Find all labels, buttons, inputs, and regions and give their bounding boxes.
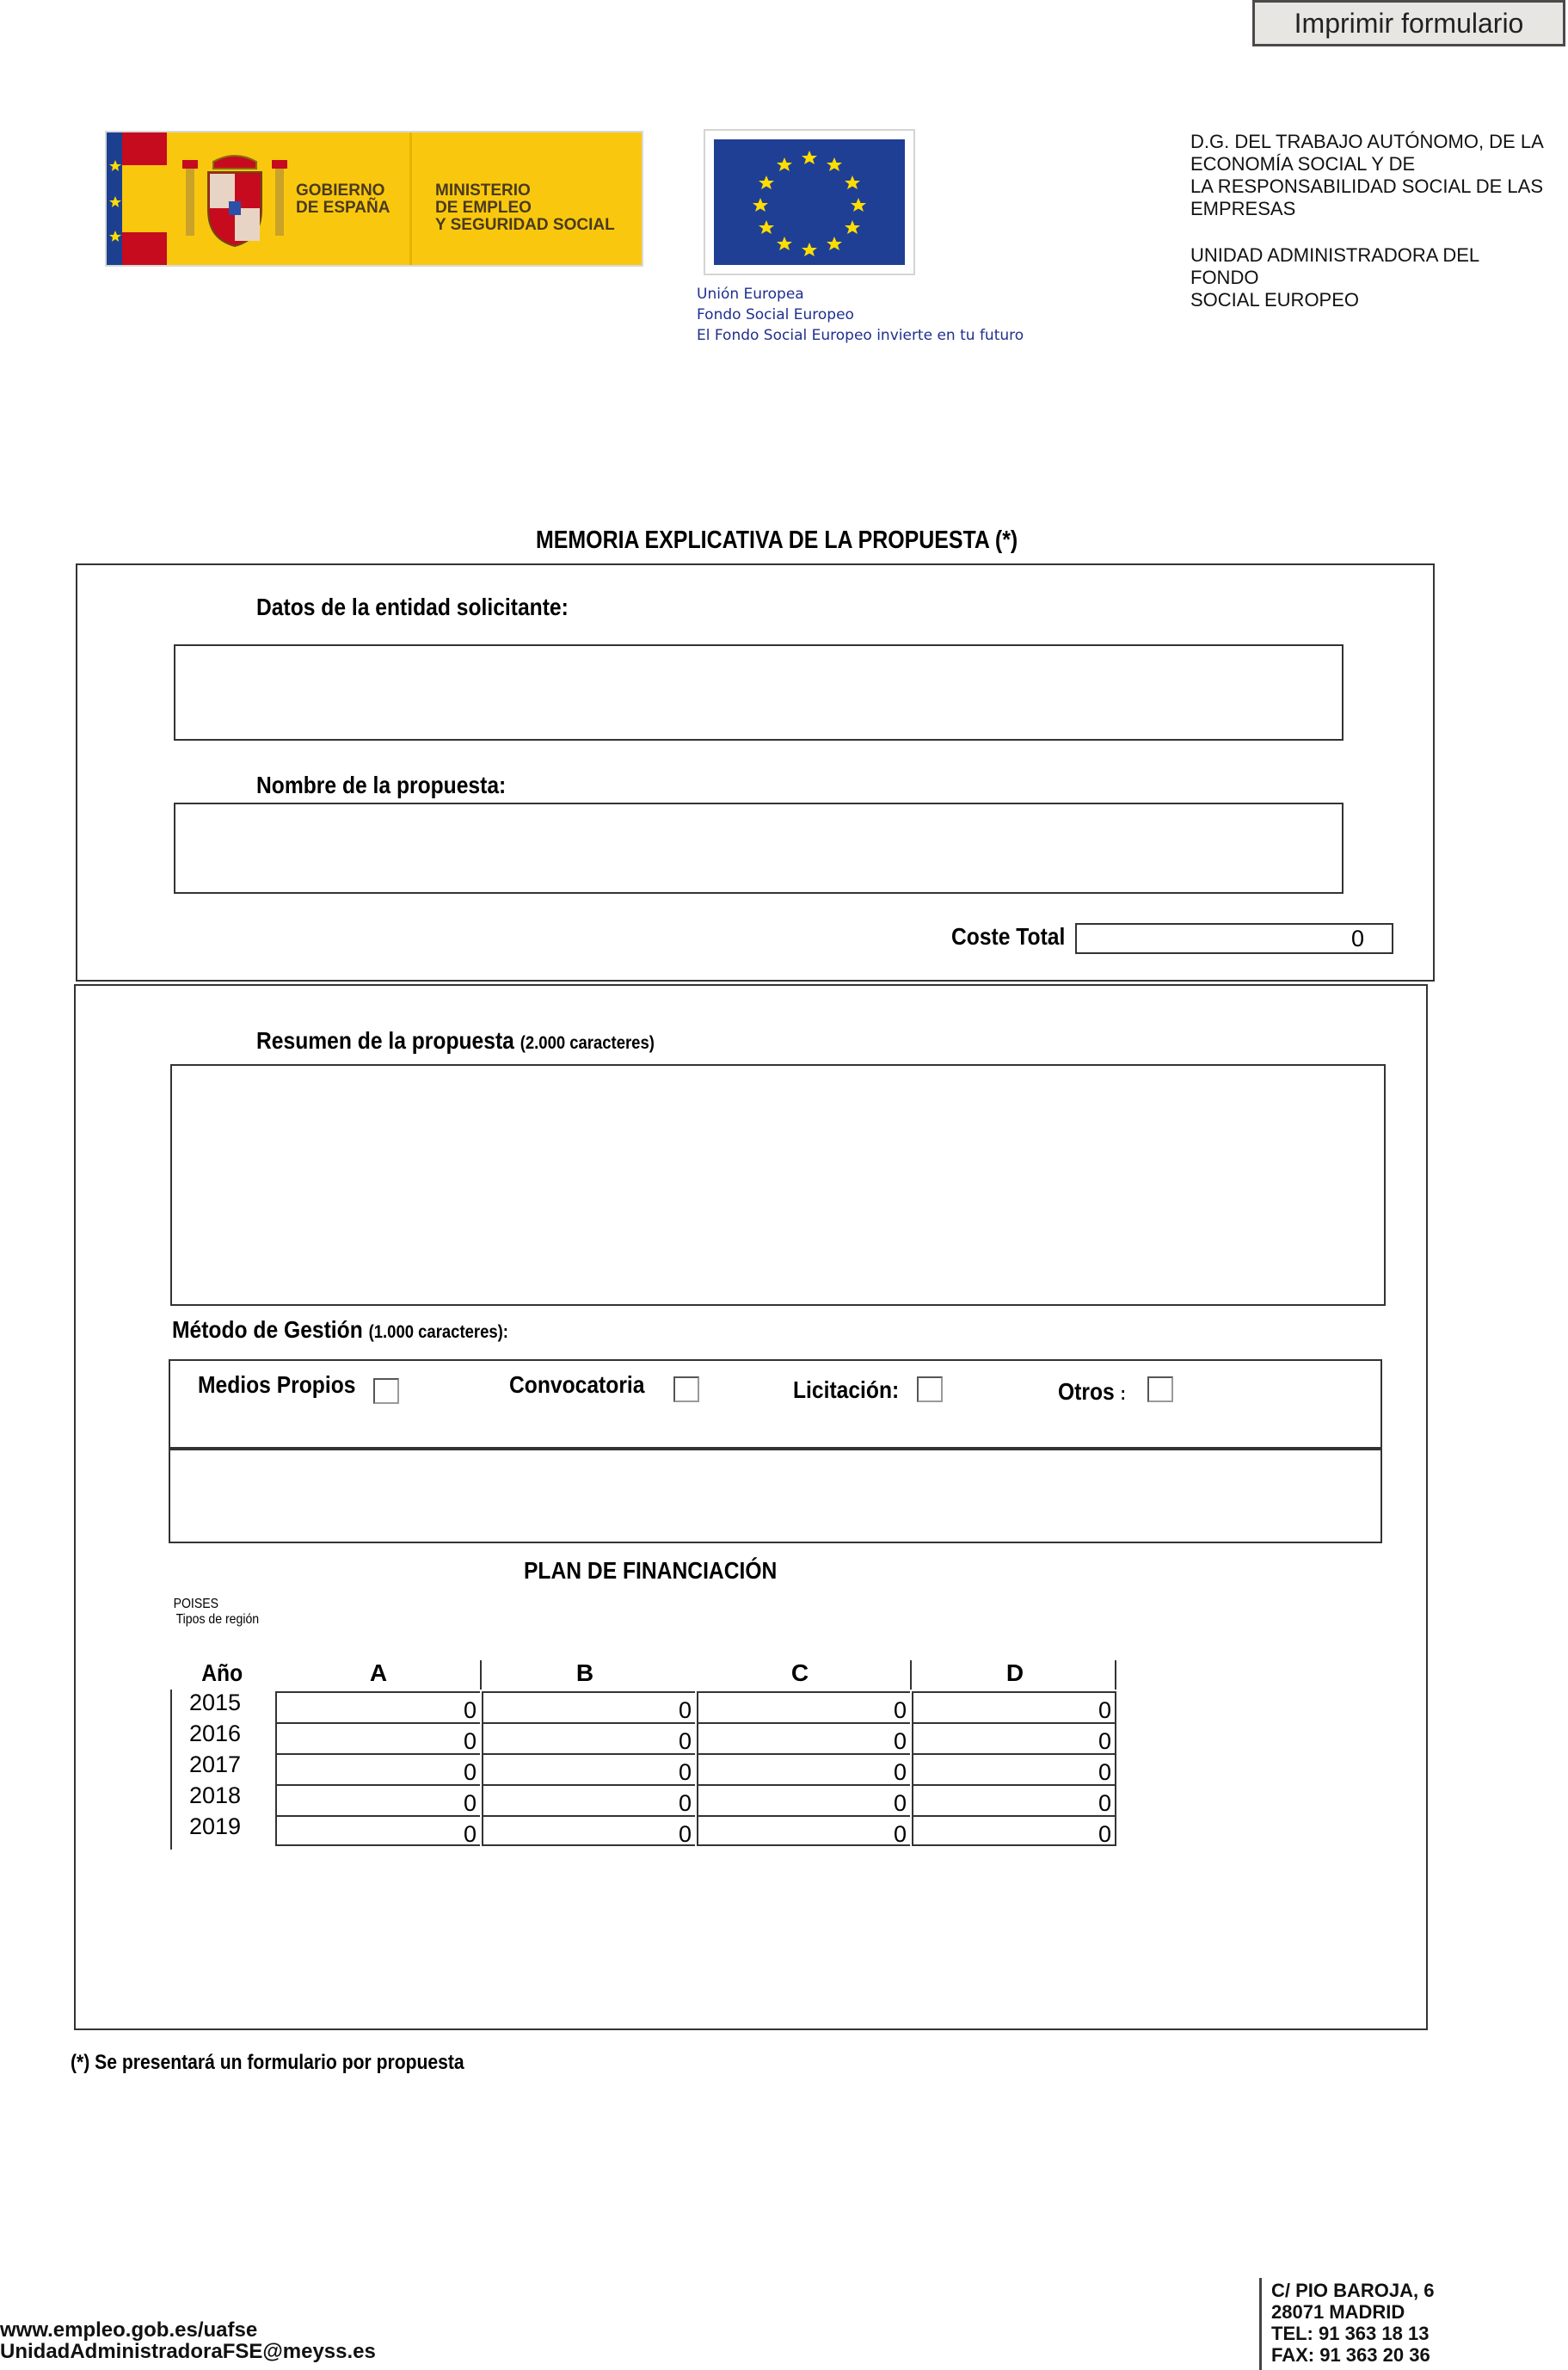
- footer-contact-web: [0, 2319, 376, 2362]
- financing-amount-input[interactable]: 0: [275, 1784, 480, 1815]
- spain-coat-of-arms-icon: [179, 150, 291, 251]
- financing-amount-input[interactable]: 0: [912, 1784, 1116, 1815]
- footer-website-link[interactable]: www.empleo.gob.es/uafse: [0, 2318, 258, 2342]
- summary-label: Resumen de la propuesta (2.000 caracteres): [256, 1027, 655, 1054]
- financing-amount-input[interactable]: 0: [482, 1691, 695, 1722]
- financing-year-cell: 2019: [189, 1813, 242, 1839]
- financing-amount-input[interactable]: 0: [697, 1784, 910, 1815]
- entity-label: Datos de la entidad solicitante:: [256, 594, 569, 620]
- footer-address: C/ PIO BAROJA, 6 28071 MADRID TEL: 91 363 18 13 FAX: 91 363 20 36: [1271, 2280, 1435, 2366]
- proposal-name-input[interactable]: [174, 803, 1344, 894]
- ue-stars-strip-icon: [108, 158, 122, 244]
- financing-amount-input[interactable]: 0: [275, 1815, 480, 1846]
- financing-amount-input[interactable]: 0: [482, 1815, 695, 1846]
- method-medios-propios-label: Medios Propios: [198, 1371, 356, 1398]
- form-title: MEMORIA EXPLICATIVA DE LA PROPUESTA (*): [536, 526, 1018, 554]
- method-textarea[interactable]: [169, 1449, 1382, 1543]
- col-d-header: D: [1005, 1659, 1024, 1686]
- financing-amount-input[interactable]: 0: [912, 1753, 1116, 1784]
- financing-amount-input[interactable]: 0: [275, 1753, 480, 1784]
- financing-amount-input[interactable]: 0: [482, 1784, 695, 1815]
- col-a-header: A: [369, 1659, 388, 1686]
- financing-year-cell: 2016: [189, 1721, 242, 1746]
- financing-amount-input[interactable]: 0: [482, 1753, 695, 1784]
- method-convocatoria-label: Convocatoria: [509, 1371, 645, 1398]
- eu-fund-text: Unión Europea Fondo Social Europeo El Fondo Social Europeo invierte en tu futuro: [697, 286, 1024, 344]
- total-cost-input[interactable]: 0: [1075, 923, 1393, 954]
- financing-amount-input[interactable]: 0: [912, 1815, 1116, 1846]
- method-licitacion-checkbox[interactable]: [917, 1376, 943, 1402]
- financing-amount-input[interactable]: 0: [697, 1722, 910, 1753]
- financing-amount-input[interactable]: 0: [275, 1722, 480, 1753]
- footer-email-link[interactable]: UnidadAdministradoraFSE@meyss.es: [0, 2340, 376, 2363]
- spain-flag-stripe: [107, 132, 167, 265]
- col-c-header: C: [790, 1659, 809, 1686]
- financing-amount-input[interactable]: 0: [697, 1815, 910, 1846]
- method-licitacion-label: Licitación:: [793, 1376, 900, 1403]
- financing-plan-title: PLAN DE FINANCIACIÓN: [524, 1557, 778, 1584]
- financing-amount-input[interactable]: 0: [912, 1722, 1116, 1753]
- region-type-header: Tipos de región: [175, 1612, 260, 1627]
- col-year-header: Año: [201, 1659, 243, 1686]
- footnote: (*) Se presentará un formulario por propuesta: [71, 2051, 464, 2074]
- financing-year-cell: 2015: [189, 1690, 242, 1715]
- method-label: Método de Gestión (1.000 caracteres):: [172, 1316, 508, 1343]
- proposal-name-label: Nombre de la propuesta:: [256, 772, 507, 798]
- print-form-button[interactable]: Imprimir formulario: [1252, 0, 1565, 46]
- method-convocatoria-checkbox[interactable]: [673, 1376, 699, 1402]
- financing-amount-input[interactable]: 0: [697, 1691, 910, 1722]
- issuing-authority-text: D.G. DEL TRABAJO AUTÓNOMO, DE LA ECONOMÍA SOCIAL Y DE LA RESPONSABILIDAD SOCIAL DE LAS EMPRESAS UNIDAD ADMINISTRADORA DEL FONDO SOCIAL EUROPEO: [1190, 131, 1544, 311]
- financing-amount-input[interactable]: 0: [697, 1753, 910, 1784]
- government-of-spain-logo: [105, 131, 643, 267]
- gov-logo-text: GOBIERNO DE ESPAÑA: [296, 182, 390, 217]
- financing-amount-input[interactable]: 0: [275, 1691, 480, 1722]
- method-medios-propios-checkbox[interactable]: [373, 1378, 399, 1404]
- eu-flag-logo: [704, 129, 915, 275]
- financing-year-cell: 2018: [189, 1782, 242, 1808]
- col-b-header: B: [575, 1659, 594, 1686]
- method-otros-label: Otros :: [1058, 1378, 1126, 1405]
- financing-amount-input[interactable]: 0: [482, 1722, 695, 1753]
- financing-amount-input[interactable]: 0: [912, 1691, 1116, 1722]
- program-header: POISES: [173, 1597, 219, 1611]
- ministry-logo-text: MINISTERIO DE EMPLEO Y SEGURIDAD SOCIAL: [435, 182, 615, 234]
- financing-year-cell: 2017: [189, 1751, 242, 1777]
- footer-divider: [1259, 2278, 1262, 2370]
- method-otros-checkbox[interactable]: [1147, 1376, 1173, 1402]
- total-cost-label: Coste Total: [951, 923, 1066, 950]
- summary-textarea[interactable]: [170, 1064, 1386, 1306]
- entity-input[interactable]: [174, 644, 1344, 741]
- eu-stars-icon: [714, 139, 905, 265]
